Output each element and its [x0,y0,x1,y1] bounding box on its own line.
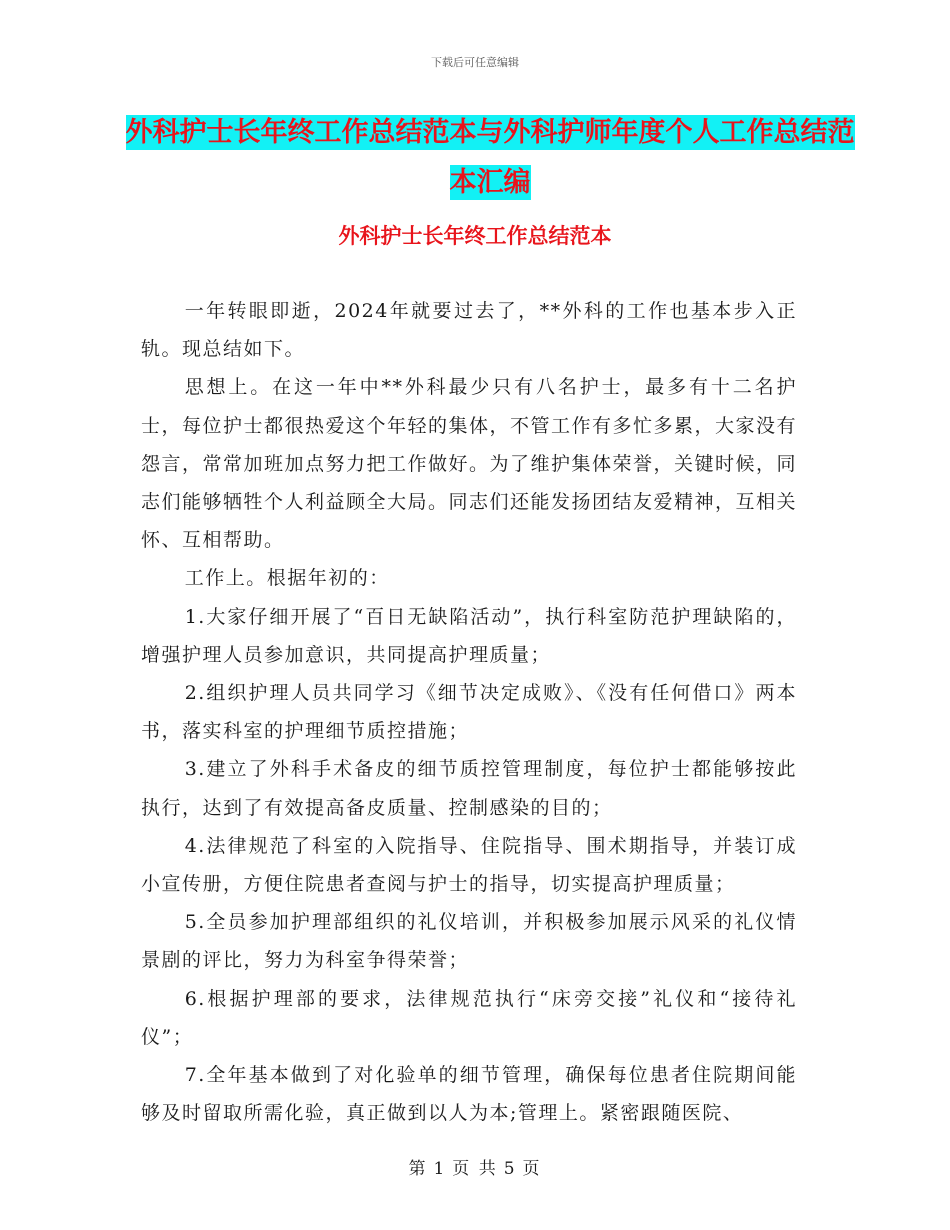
paragraph: 1.大家仔细开展了“百日无缺陷活动”，执行科室防范护理缺陷的，增强护理人员参加意识，共同提高护理质量； [141,605,797,666]
paragraph: 2.组织护理人员共同学习《细节决定成败》、《没有任何借口》两本书，落实科室的护理细节质控措施； [141,682,797,743]
document-title-text: 外科护士长年终工作总结范本与外科护师年度个人工作总结范本汇编 [125,117,855,198]
footer-prefix: 第 [408,1159,428,1179]
page-footer [0,1154,950,1179]
paragraph: 工作上。根据年初的： [184,567,390,590]
paragraph: 4.法律规范了科室的入院指导、住院指导、围术期指导，并装订成小宣传册，方便住院患者查阅与护士的指导，切实提高护理质量； [141,834,797,896]
footer-total-pages: 5 [503,1159,517,1179]
paragraph: 6.根据护理部的要求，法律规范执行“床旁交接”礼仪和“接待礼仪”； [141,987,797,1048]
footer-middle: 页 共 [452,1159,498,1179]
paragraph: 一年转眼即逝，2024年就要过去了，**外科的工作也基本步入正轨。现总结如下。 [141,300,797,361]
header-note: 下载后可任意编辑 [431,56,519,69]
document-title [120,108,860,208]
paragraph: 思想上。在这一年中**外科最少只有八名护士，最多有十二名护士，每位护士都很热爱这个年轻的集体，不管工作有多忙多累，大家没有怨言，常常加班加点努力把工作做好。为了维护集体荣誉，关键时候，同志们能够牺牲个人利益顾全大局。同志们还能发扬团结友爱精神，互相关怀、互相帮助。 [141,376,798,552]
footer-suffix: 页 [522,1159,542,1179]
paragraph: 5.全员参加护理部组织的礼仪培训，并积极参加展示风采的礼仪情景剧的评比，努力为科室争得荣誉； [141,911,797,972]
section-title: 外科护士长年终工作总结范本 [338,224,612,248]
paragraph: 7.全年基本做到了对化验单的细节管理，确保每位患者住院期间能够及时留取所需化验，真正做到以人为本;管理上。紧密跟随医院、 [141,1064,797,1125]
paragraph: 3.建立了外科手术备皮的细节质控管理制度，每位护士都能够按此执行，达到了有效提高备皮质量、控制感染的目的； [141,758,797,819]
footer-page-number: 1 [433,1159,447,1179]
document-body [141,292,797,1132]
